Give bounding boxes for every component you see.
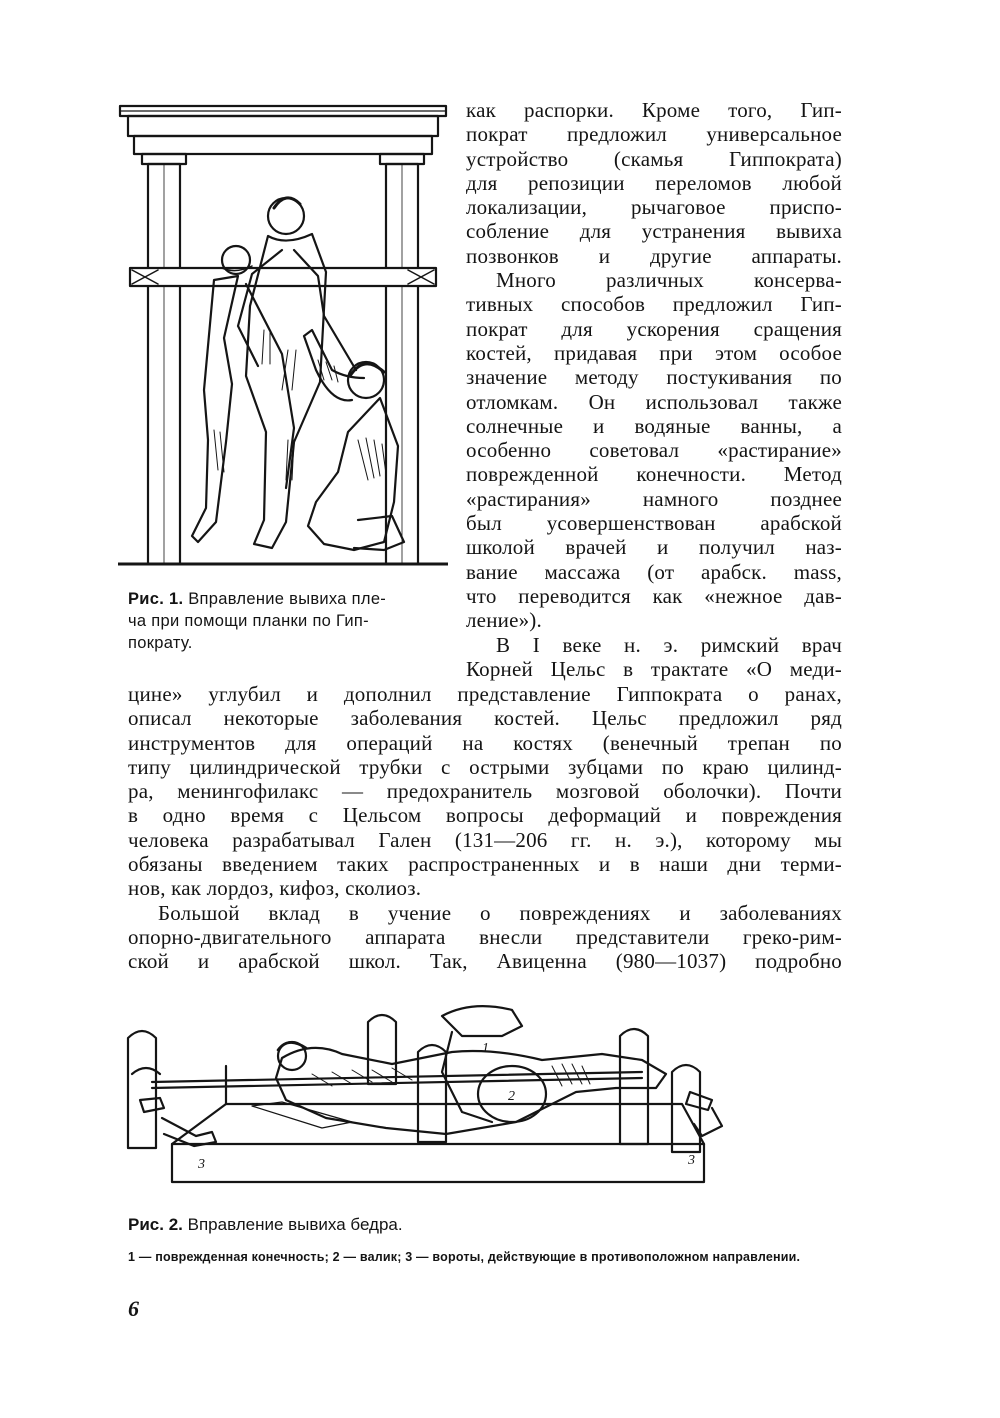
figure-1-caption-label: Рис. 1. bbox=[128, 590, 184, 608]
figure-2-label-three-left: 3 bbox=[198, 1157, 205, 1172]
text-line: поврежденной конечности. Метод bbox=[466, 462, 842, 487]
text-line: для репозиции переломов любой bbox=[466, 170, 842, 195]
figure-2-label-one: 1 bbox=[482, 1041, 489, 1056]
figure-2-label-three-right: 3 bbox=[688, 1153, 695, 1168]
text-line: костей, придавая при этом особое bbox=[466, 340, 842, 365]
text-line: собление для устранения вывиха bbox=[466, 219, 842, 244]
figure-2-illustration bbox=[122, 996, 734, 1192]
text-line: «растирания» намного позднее bbox=[466, 486, 842, 511]
text-line: Корней Цельс в трактате «О меди- bbox=[466, 656, 842, 681]
figure-2-legend: 1 — поврежденная конечность; 2 — валик; 3 — вороты, действующие в противоположном направлении. bbox=[128, 1250, 801, 1264]
figure-2-caption-label: Рис. 2. bbox=[128, 1215, 183, 1234]
full-width-text bbox=[128, 682, 842, 974]
text-line: устройство (скамья Гиппократа) bbox=[466, 146, 842, 171]
text-line: отломкам. Он использовал также bbox=[466, 389, 842, 414]
text-line: что переводится как «нежное дав- bbox=[466, 583, 842, 608]
page-number: 6 bbox=[128, 1296, 139, 1321]
text-line: ской и арабской школ. Так, Авиценна (980—1037) подробно bbox=[128, 949, 842, 974]
text-line: особенно советовал «растирание» bbox=[466, 438, 842, 463]
text-line: описал некоторые заболевания костей. Цельс предложил ряд bbox=[128, 706, 842, 731]
text-line: нов, как лордоз, кифоз, сколиоз. bbox=[128, 876, 422, 901]
text-line: Много различных консерва- bbox=[496, 268, 842, 293]
text-line: цине» углубил и дополнил представление Гиппократа о ранах, bbox=[128, 682, 842, 706]
text-line: был усовершенствован арабской bbox=[466, 511, 842, 536]
text-line: типу цилиндрической трубки с острыми зубцами по краю цилинд- bbox=[128, 754, 842, 779]
figure-2-drawing bbox=[122, 996, 734, 1192]
text-line: солнечные и водяные ванны, а bbox=[466, 413, 842, 438]
text-line: опорно-двигательного аппарата внесли представители греко-рим- bbox=[128, 924, 842, 949]
figure-2-caption bbox=[128, 1214, 842, 1236]
figure-1-caption-line: Вправление вывиха пле- bbox=[188, 590, 387, 608]
text-line: обязаны введением таких распространенных и в наши дни терми- bbox=[128, 852, 842, 877]
text-line: В I веке н. э. римский врач bbox=[496, 632, 842, 657]
text-line: в одно время с Цельсом вопросы деформаций и повреждения bbox=[128, 803, 842, 828]
figure-2-caption-text: Вправление вывиха бедра. bbox=[187, 1215, 403, 1234]
text-line: как распорки. Кроме того, Гип- bbox=[466, 98, 842, 122]
right-column-text bbox=[466, 98, 842, 681]
figure-1-caption-line: ча при помощи планки по Гип- bbox=[128, 612, 369, 630]
text-line: пократ предложил универсальное bbox=[466, 122, 842, 147]
figure-2-label-two: 2 bbox=[508, 1089, 515, 1104]
text-line: Большой вклад в учение о повреждениях и заболеваниях bbox=[158, 900, 842, 925]
text-line: пократ для ускорения сращения bbox=[466, 316, 842, 341]
figure-1-illustration bbox=[118, 100, 448, 578]
figure-1-caption bbox=[128, 588, 450, 654]
text-line: инструментов для операций на костях (венечный трепан по bbox=[128, 730, 842, 755]
text-line: локализации, рычаговое приспо- bbox=[466, 195, 842, 220]
text-line: ра, менингофилакс — предохранитель мозговой оболочки). Почти bbox=[128, 779, 842, 804]
figure-1-caption-line: пократу. bbox=[128, 634, 193, 652]
text-line: значение методу постукивания по bbox=[466, 365, 842, 390]
figure-1-drawing bbox=[118, 100, 448, 578]
text-line: школой врачей и получил наз- bbox=[466, 535, 842, 560]
text-line: ление»). bbox=[466, 608, 542, 633]
text-line: позвонков и другие аппараты. bbox=[466, 243, 842, 268]
text-line: вание массажа (от арабск. mass, bbox=[466, 559, 842, 584]
text-line: человека разрабатывал Гален (131—206 гг. н. э.), которому мы bbox=[128, 827, 842, 852]
text-line: тивных способов предложил Гип- bbox=[466, 292, 842, 317]
